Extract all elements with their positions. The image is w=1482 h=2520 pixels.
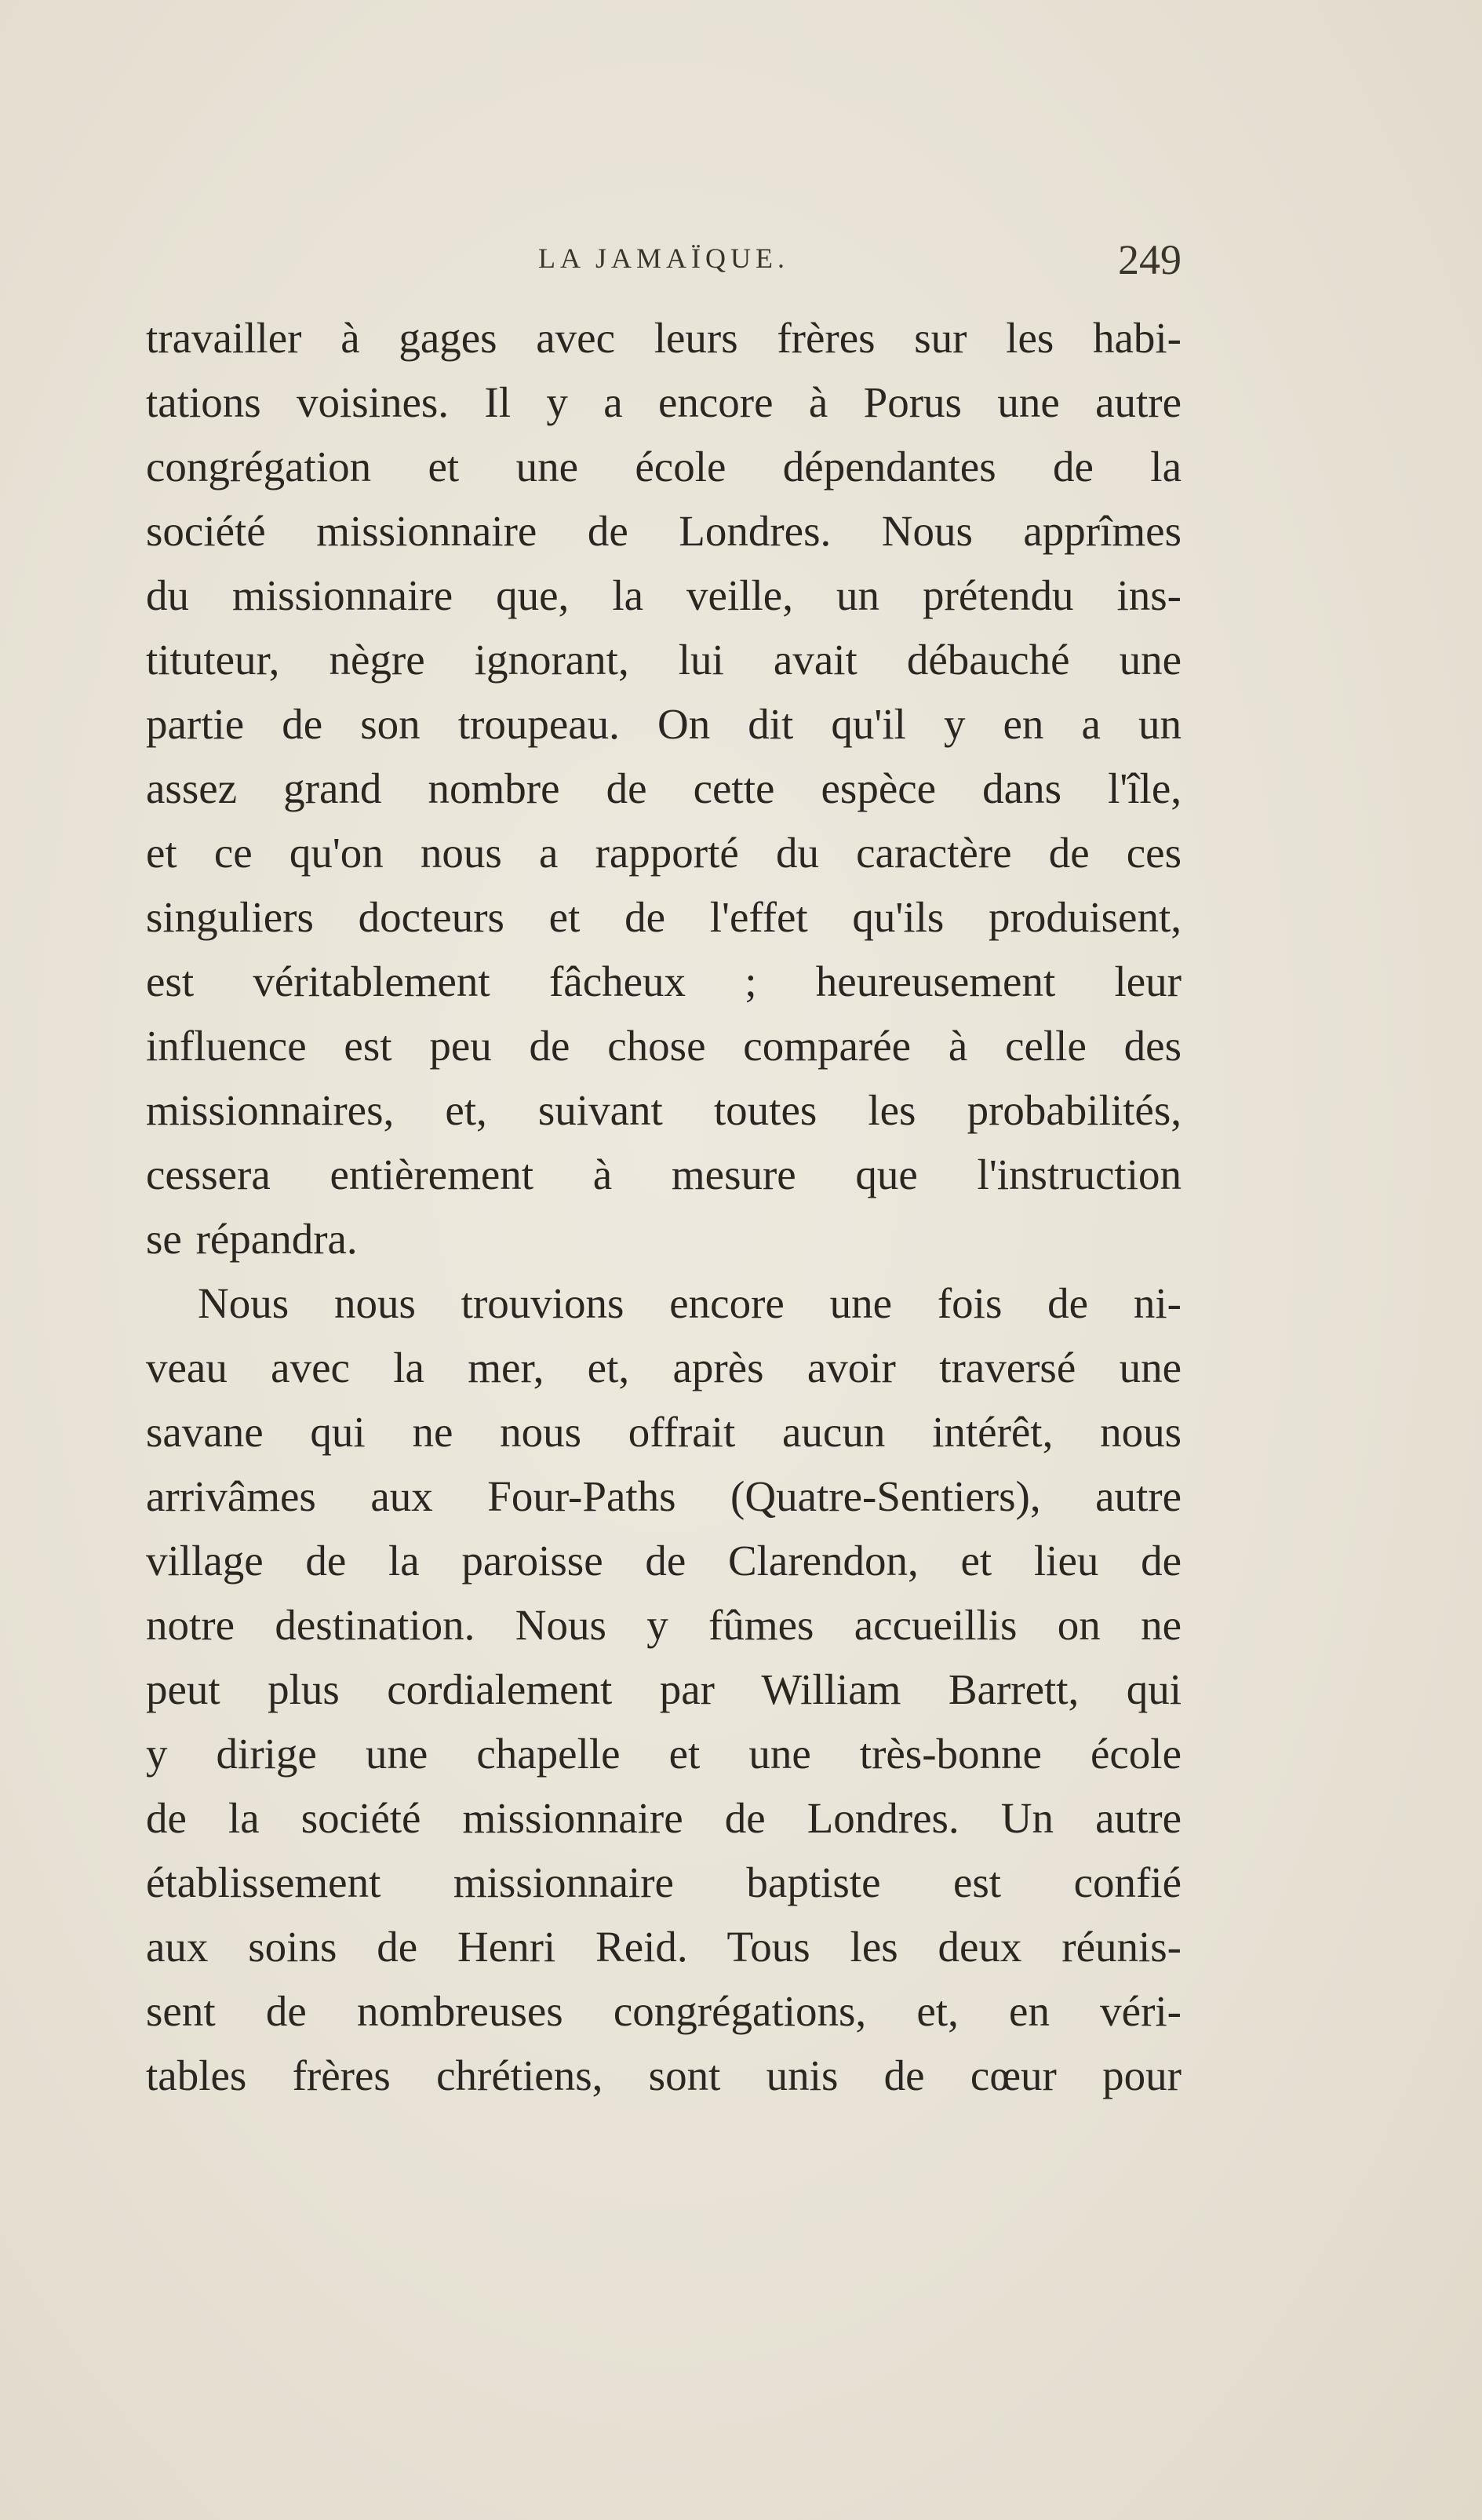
text-line: cessera entièrement à mesure que l'instruction: [146, 1151, 1182, 1198]
paragraph-end-line: se répandra.: [146, 1215, 358, 1263]
text-line: et ce qu'on nous a rapporté du caractère de ces: [146, 829, 1182, 877]
text-line: influence est peu de chose comparée à celle des: [146, 1022, 1182, 1070]
text-line: peut plus cordialement par William Barrett, qui: [146, 1665, 1182, 1713]
text-line: missionnaires, et, suivant toutes les probabilités,: [146, 1086, 1182, 1134]
text-line: est véritablement fâcheux ; heureusement leur: [146, 957, 1182, 1005]
page-number: 249: [1118, 236, 1182, 283]
text-line: société missionnaire de Londres. Nous apprîmes: [146, 507, 1182, 555]
text-line: tables frères chrétiens, sont unis de cœur pour: [146, 2051, 1182, 2099]
text-line: singuliers docteurs et de l'effet qu'ils produisent,: [146, 893, 1182, 941]
text-line: sent de nombreuses congrégations, et, en véri-: [146, 1987, 1182, 2035]
text-line: village de la paroisse de Clarendon, et lieu de: [146, 1537, 1182, 1585]
text-line: tations voisines. Il y a encore à Porus une autre: [146, 378, 1182, 426]
running-head: [146, 235, 1182, 298]
text-line: tituteur, nègre ignorant, lui avait débauché une: [146, 636, 1182, 684]
text-line: congrégation et une école dépendantes de la: [146, 443, 1182, 491]
text-line: du missionnaire que, la veille, un prétendu ins-: [146, 571, 1182, 619]
text-line: travailler à gages avec leurs frères sur les habi-: [146, 314, 1182, 362]
running-head-title: LA JAMAÏQUE.: [538, 243, 789, 274]
text-line: savane qui ne nous offrait aucun intérêt, nous: [146, 1408, 1182, 1456]
text-line: notre destination. Nous y fûmes accueillis on ne: [146, 1601, 1182, 1649]
text-line: assez grand nombre de cette espèce dans l'île,: [146, 764, 1182, 812]
text-line: de la société missionnaire de Londres. Un autre: [146, 1794, 1182, 1842]
text-line: établissement missionnaire baptiste est confié: [146, 1858, 1182, 1906]
body-text: [146, 306, 1182, 2108]
text-line: veau avec la mer, et, après avoir traversé une: [146, 1344, 1182, 1391]
paragraph-start-line: Nous nous trouvions encore une fois de ni-: [198, 1279, 1182, 1327]
text-line: y dirige une chapelle et une très-bonne école: [146, 1730, 1182, 1778]
text-line: aux soins de Henri Reid. Tous les deux réunis-: [146, 1923, 1182, 1971]
text-line: partie de son troupeau. On dit qu'il y en a un: [146, 700, 1182, 748]
text-line: arrivâmes aux Four-Paths (Quatre-Sentiers), autre: [146, 1472, 1182, 1520]
